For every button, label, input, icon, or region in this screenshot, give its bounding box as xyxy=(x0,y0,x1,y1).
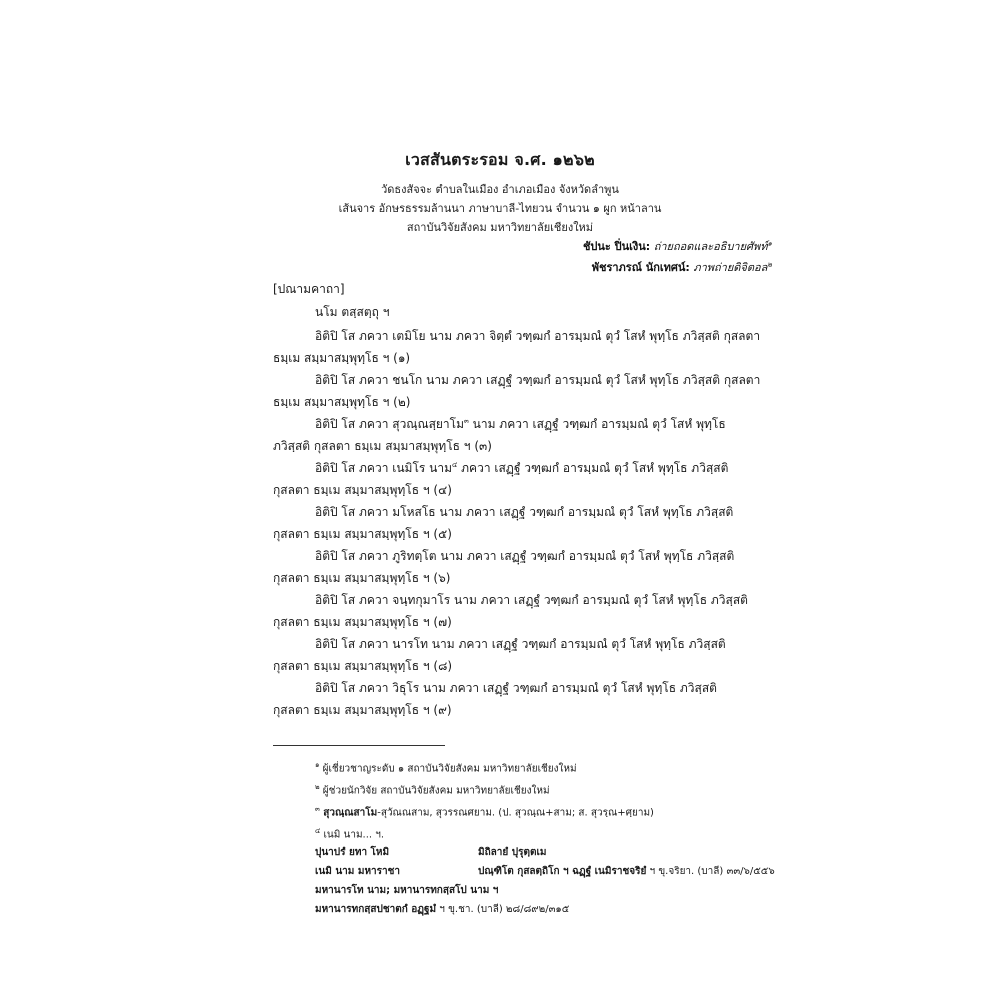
source-institute: สถาบันวิจัยสังคม มหาวิทยาลัยเชียงใหม่ xyxy=(406,221,594,234)
verse-4 xyxy=(315,902,569,917)
stanza-3-line-a xyxy=(315,415,726,434)
footnote-2-text: ผู้ช่วยนักวิจัย สถาบันวิจัยสังคม มหาวิทยาลัยเชียงใหม่ xyxy=(319,785,550,797)
verse-4-bold: มหานารทกสฺสปชาตกํ อฏฺฐมํ xyxy=(315,904,437,915)
stanza-2-line-a: อิติปิ โส ภควา ชนโก นาม ภควา เสฏฺฐํ วฑฺฒกํ อารมฺมณํ ตุวํ โสหํ พุทฺโธ ภวิสฺสติ กุสลตา xyxy=(315,373,761,387)
verse-2-citation: ฯ ขุ.จริยา. (บาลี) ๓๓/๖/๕๕๖ xyxy=(646,866,775,877)
stanza-8-line-b: กุสลตา ธมฺเม สมฺมาสมฺพุทฺโธ ฯ (๘) xyxy=(273,659,453,673)
stanza-5-line-a: อิติปิ โส ภควา มโหสโธ นาม ภควา เสฏฺฐํ วฑฺฒกํ อารมฺมณํ ตุวํ โสหํ พุทฺโธ ภวิสฺสติ xyxy=(315,505,734,519)
footnote-mark-2[interactable]: ๒ xyxy=(767,260,772,269)
footnote-mark-4[interactable]: ๔ xyxy=(452,461,458,469)
credit-transcriber xyxy=(583,237,772,255)
stanza-4-text-2: ภควา เสฏฺฐํ วฑฺฒกํ อารมฺมณํ ตุวํ โสหํ พุทฺโธ ภวิสฺสติ xyxy=(457,461,729,475)
verse-2-right xyxy=(478,864,775,879)
stanza-6-line-b: กุสลตา ธมฺเม สมฺมาสมฺพุทฺโธ ฯ (๖) xyxy=(273,571,451,585)
document-title: เวสสันตระรอม จ.ศ. ๑๒๖๒ xyxy=(405,150,595,169)
source-manuscript: เส้นจาร อักษรธรรมล้านนา ภาษาบาลี-ไทยวน จำนวน ๑ ผูก หน้าลาน xyxy=(338,202,662,215)
stanza-3-text-2: นาม ภควา เสฏฺฐํ วฑฺฒกํ อารมฺมณํ ตุวํ โสหํ พุทฺโธ xyxy=(468,417,726,431)
stanza-3-line-b: ภวิสฺสติ กุสลตา ธมฺเม สมฺมาสมฺพุทฺโธ ฯ (๓) xyxy=(273,439,492,453)
opening-line: นโม ตสฺสตฺถุ ฯ xyxy=(315,305,390,319)
verse-1-left: ปุนาปรํ ยทา โหมิ xyxy=(315,847,390,858)
footnote-1-mark: ๑ xyxy=(315,761,320,769)
stanza-4-line-a xyxy=(315,459,728,478)
footnote-4-mark: ๔ xyxy=(315,827,321,835)
stanza-6-line-a: อิติปิ โส ภควา ภูริทตฺโต นาม ภควา เสฏฺฐํ วฑฺฒกํ อารมฺมณํ ตุวํ โสหํ พุทฺโธ ภวิสฺสติ xyxy=(315,549,735,563)
verse-1-right: มิถิลายํ ปุรุตฺตเม xyxy=(478,847,547,858)
stanza-9-line-b: กุสลตา ธมฺเม สมฺมาสมฺพุทฺโธ ฯ (๙) xyxy=(273,703,452,717)
source-temple: วัดธงสัจจะ ตำบลในเมือง อำเภอเมือง จังหวัดลำพูน xyxy=(381,183,619,196)
stanza-7-line-b: กุสลตา ธมฺเม สมฺมาสมฺพุทฺโธ ฯ (๗) xyxy=(273,615,452,629)
verse-2-left: เนมิ นาม มหาราชา xyxy=(315,866,401,877)
stanza-1-line-a: อิติปิ โส ภควา เตมิโย นาม ภควา จิตฺตํ วฑฺฒกํ อารมฺมณํ ตุวํ โสหํ พุทฺโธ ภวิสฺสติ กุสลตา xyxy=(315,329,761,343)
footnote-4-text: เนมิ นาม... ฯ. xyxy=(320,829,385,841)
footnote-mark-1[interactable]: ๑ xyxy=(767,239,772,248)
footnote-2 xyxy=(315,782,550,798)
stanza-4-line-b: กุสลตา ธมฺเม สมฺมาสมฺพุทฺโธ ฯ (๔) xyxy=(273,483,452,497)
stanza-3-text-1: อิติปิ โส ภควา สุวณฺณสฺยาโม xyxy=(315,417,465,431)
footnote-mark-3[interactable]: ๓ xyxy=(464,417,469,425)
footnote-3-text: -สุวัณณสาม, สุวรรณศยาม. (ป. สุวณฺณ+สาม; ส. สุวรฺณ+ศฺยาม) xyxy=(377,807,654,819)
footnote-1-text: ผู้เชี่ยวชาญระดับ ๑ สถาบันวิจัยสังคม มหาวิทยาลัยเชียงใหม่ xyxy=(319,763,577,775)
footnote-2-mark: ๒ xyxy=(315,783,320,791)
section-heading: [ปณามคาถา] xyxy=(273,282,345,296)
stanza-5-line-b: กุสลตา ธมฺเม สมฺมาสมฺพุทฺโธ ฯ (๕) xyxy=(273,527,452,541)
stanza-9-line-a: อิติปิ โส ภควา วิธุโร นาม ภควา เสฏฺฐํ วฑฺฒกํ อารมฺมณํ ตุวํ โสหํ พุทฺโธ ภวิสฺสติ xyxy=(315,681,717,695)
footnote-3-term: สุวณฺณสาโม xyxy=(319,807,378,819)
stanza-1-line-b: ธมฺเม สมฺมาสมฺพุทฺโธ ฯ (๑) xyxy=(273,351,411,365)
credit-photographer xyxy=(592,258,772,276)
footnote-1 xyxy=(315,760,577,776)
verse-3: มหานารโท นาม; มหานารทกสฺสโป นาม ฯ xyxy=(315,885,499,896)
stanza-8-line-a: อิติปิ โส ภควา นารโท นาม ภควา เสฏฺฐํ วฑฺฒกํ อารมฺมณํ ตุวํ โสหํ พุทฺโธ ภวิสฺสติ xyxy=(315,637,726,651)
stanza-2-line-b: ธมฺเม สมฺมาสมฺพุทฺโธ ฯ (๒) xyxy=(273,395,411,409)
footnote-4 xyxy=(315,826,384,842)
stanza-7-line-a: อิติปิ โส ภควา จนฺทกุมาโร นาม ภควา เสฏฺฐํ วฑฺฒกํ อารมฺมณํ ตุวํ โสหํ พุทฺโธ ภวิสฺสติ xyxy=(315,593,748,607)
stanza-4-text-1: อิติปิ โส ภควา เนมิโร นาม xyxy=(315,461,453,475)
footnote-3 xyxy=(315,804,654,820)
footnote-divider xyxy=(273,745,445,746)
credit-photographer-name: พัชราภรณ์ นักเทศน์: xyxy=(591,261,690,274)
verse-2-right-bold: ปณฺฑิโต กุสลตฺถิโก ฯ ฉฏฺฐํ เนมิราชจริยํ xyxy=(478,866,647,877)
credit-transcriber-role: ถ่ายถอดและอธิบายศัพท์ xyxy=(650,240,768,253)
credit-photographer-role: ภาพถ่ายดิจิตอล xyxy=(689,261,768,274)
footnote-3-mark: ๓ xyxy=(315,805,320,813)
credit-transcriber-name: ชัปนะ ปิ่นเงิน: xyxy=(582,240,651,253)
verse-4-citation: ฯ ขุ.ชา. (บาลี) ๒๘/๘๙๒/๓๑๕ xyxy=(436,904,570,915)
